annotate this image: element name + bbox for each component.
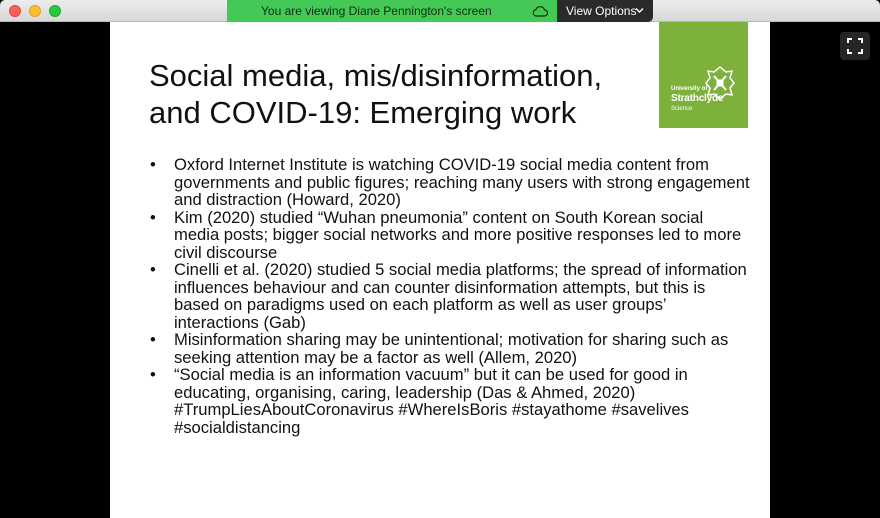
bullet-dot: • [150,155,156,174]
bullet-dot: • [150,207,156,227]
list-item [150,331,750,366]
fullscreen-icon [847,38,863,54]
screen-share-banner [227,0,557,22]
logo-text-line-1: University of [671,86,708,92]
view-options-label: View Options [566,4,637,18]
bullet-text: Misinformation sharing may be unintentional; motivation for sharing such as seeking attention may be a factor as well (Allem, 2020) [174,330,729,367]
bullet-dot: • [150,365,156,384]
view-options-button[interactable] [557,0,653,22]
logo-text-line-3: Science [671,106,693,112]
window-close-button[interactable] [9,5,21,17]
university-logo [659,22,748,128]
window-maximize-button[interactable] [49,5,61,17]
logo-text-line-2: Strathclyde [671,93,724,104]
chevron-down-icon [635,7,644,14]
list-item [150,261,750,331]
share-banner-text: You are viewing Diane Pennington's screen [261,4,492,18]
slide-title [149,57,654,131]
slide-title-line-2: and COVID-19: Emerging work [149,95,577,130]
bullet-text: Kim (2020) studied “Wuhan pneumonia” content on South Korean social media posts; bigger social networks and more positive responses led to more civil discourse [174,207,742,262]
window-minimize-button[interactable] [29,5,41,17]
list-item [150,156,750,209]
bullet-text: “Social media is an information vacuum” but it can be used for good in educating, organising, caring, leadership (Das & Ahmed, 2020) #TrumpLiesAboutCoronavirus #WhereIsBoris #stayathome #savelives #socialdistancing [174,365,689,437]
slide-title-line-1: Social media, mis/disinformation, [149,58,603,93]
shared-slide [110,22,770,518]
list-item [150,366,750,436]
bullet-text: Oxford Internet Institute is watching COVID-19 social media content from governments and public figures; reaching many users with strong engagement and distraction (Howard, 2020) [174,155,750,209]
fullscreen-button[interactable] [840,32,870,60]
bullet-dot: • [150,260,156,279]
bullet-text: Cinelli et al. (2020) studied 5 social media platforms; the spread of information influences behaviour and can counter disinformation attempts, but this is based on paradigms used on each platform as well as user groups’ interactions (Gab) [174,260,747,332]
cloud-icon [532,4,548,18]
list-item [150,209,750,262]
bullet-list [150,156,750,436]
bullet-dot: • [150,330,156,349]
